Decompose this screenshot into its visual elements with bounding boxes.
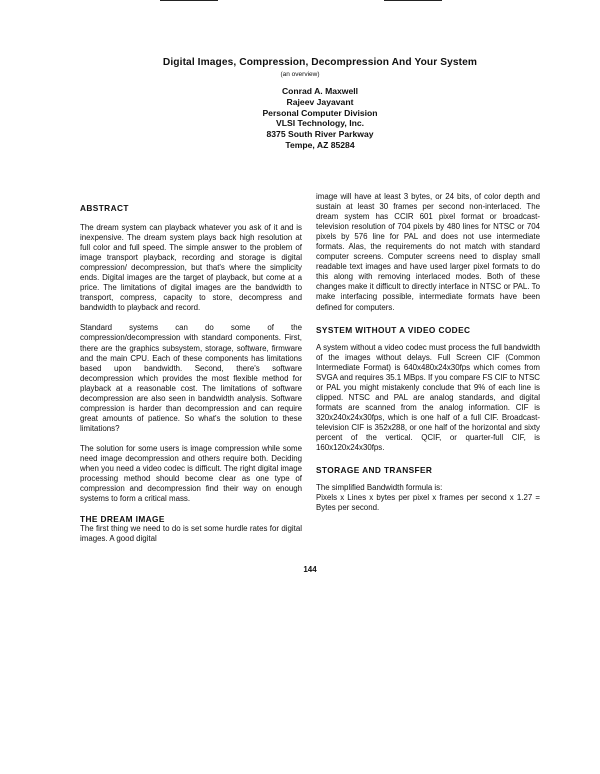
storage-transfer-paragraph: The simplified Bandwidth formula is:: [316, 483, 443, 493]
system-without-codec-heading: SYSTEM WITHOUT A VIDEO CODEC: [316, 324, 471, 335]
author-street: 8375 South River Parkway: [266, 129, 374, 140]
author-block: [0, 86, 600, 151]
author-company: VLSI Technology, Inc.: [275, 118, 364, 129]
dream-image-paragraph: The first thing we need to do is set some hurdle rates for digital images. A good digital: [80, 524, 302, 544]
abstract-heading: ABSTRACT: [80, 203, 129, 213]
author-city: Tempe, AZ 85284: [285, 139, 355, 150]
abstract-paragraph-2: Standard systems can do some of the compression/decompression with standard components. First, there are the graphics subsystem, storage, software, firmware and the main CPU. Each of these components has limitations based upon bandwidth. Second, there's software decompression which provides the most flexible method for playback at a reasonable cost. The limitations of software decompression are also seen in bandwidth analysis. Software compression is harder than decompression and can require great amounts of patience. So what's the solution to these limitations?: [80, 323, 302, 433]
storage-transfer-heading: STORAGE AND TRANSFER: [316, 465, 433, 476]
author-division: Personal Computer Division: [262, 107, 378, 118]
page-number: 144: [303, 565, 317, 574]
author-name-2: Rajeev Jayavant: [286, 96, 354, 107]
system-without-codec-paragraph: A system without a video codec must process the full bandwidth of the images without delays. Full Screen CIF (Common Intermediate Format) is 640x480x24x30fps which comes from SVGA and requires 35.1 MBps. If you compare FS CIF to NTSC or PAL you might mistakenly conclude that 9% of each line is clipped. NTSC and PAL are analog standards, and digital formats are scanned from the analog information. CIF is 320x240x24x30fps, which is one half of a full CIF. Broadcast-television CIF is 352x288, or one half of the horizontal and sixty percent of the vertical. QCIF, or quarter-full CIF, is 160x120x24x30fps.: [316, 342, 540, 453]
dream-image-paragraph-continued: image will have at least 3 bytes, or 24 bits, of color depth and sustain at least 30 frames per second non-interlaced. The dream system has CCIR 601 pixel format or broadcast-television resolution of 704 pixels by 480 lines for NTSC or 704 pixels by 576 line for PAL and does not use intermediate formats. Alas, the requirements do not match with standard computer screens. Computer screens need to display small readable text images and have used larger pixel formats to do this along with removing interlaced modes. Both of these changes make it difficult to directly interface in NTSC or PAL. To make interfacing possible, intermediate formats have been defined for computers.: [316, 192, 540, 312]
abstract-paragraph-3: The solution for some users is image compression while some need image decompression and others require both. Deciding when you need a video codec is difficult. The right digital image processing method should become clear as one type of compression and decompression find their way on enough systems to form a critical mass.: [80, 443, 302, 504]
top-rule-left: [160, 0, 218, 1]
author-name-1: Conrad A. Maxwell: [281, 86, 359, 96]
left-column: [80, 203, 302, 544]
paper-subtitle: (an overview): [280, 71, 320, 78]
right-column: [316, 192, 540, 513]
abstract-paragraph-1: The dream system can playback whatever you ask of it and is inexpensive. The dream system plays back high resolution at full color and full speed. The simple answer to the problem of image transport playback, recording and storage is digital compression/ decompression, but that's where the simplicity ends. Digital images are the target of playback, but come at a price. The limitations of digital images are the bandwidth to transport, compress, capacity to store, decompress and bandwidth to playback and record.: [80, 223, 302, 313]
bandwidth-formula: Pixels x Lines x bytes per pixel x frames per second x 1.27 = Bytes per second.: [316, 493, 540, 513]
dream-image-heading: THE DREAM IMAGE: [80, 514, 165, 525]
top-rule-right: [384, 0, 442, 1]
paper-title: Digital Images, Compression, Decompression And Your System: [162, 57, 478, 68]
